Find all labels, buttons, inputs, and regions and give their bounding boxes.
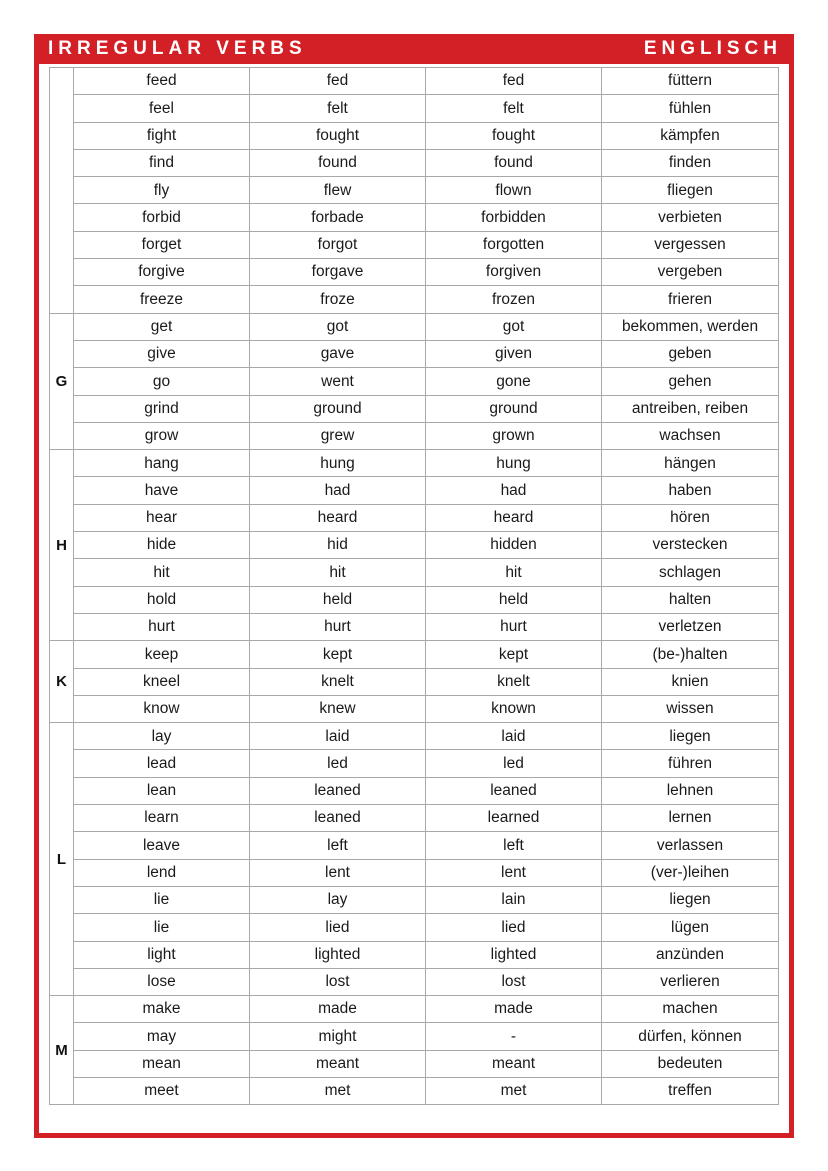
language-label: ENGLISCH [643, 38, 782, 59]
table-row [50, 859, 779, 886]
simple-past-cell: lay [250, 886, 426, 913]
simple-past-cell: forgot [250, 231, 426, 258]
past-participle-cell: felt [426, 95, 602, 122]
translation-cell: frieren [602, 286, 779, 313]
infinitive-cell: mean [74, 1050, 250, 1077]
verb-table [49, 67, 779, 1105]
table-row [50, 259, 779, 286]
table-row [50, 450, 779, 477]
infinitive-cell: hurt [74, 613, 250, 640]
table-row [50, 68, 779, 95]
simple-past-cell: fought [250, 122, 426, 149]
table-row [50, 914, 779, 941]
past-participle-cell: kept [426, 641, 602, 668]
infinitive-cell: learn [74, 805, 250, 832]
translation-cell: wachsen [602, 422, 779, 449]
infinitive-cell: grow [74, 422, 250, 449]
translation-cell: bedeuten [602, 1050, 779, 1077]
translation-cell: füttern [602, 68, 779, 95]
translation-cell: knien [602, 668, 779, 695]
simple-past-cell: hurt [250, 613, 426, 640]
simple-past-cell: met [250, 1077, 426, 1104]
infinitive-cell: kneel [74, 668, 250, 695]
past-participle-cell: lost [426, 968, 602, 995]
past-participle-cell: hurt [426, 613, 602, 640]
table-row [50, 477, 779, 504]
simple-past-cell: knew [250, 695, 426, 722]
translation-cell: vergeben [602, 259, 779, 286]
group-letter: K [50, 641, 74, 723]
table-row [50, 559, 779, 586]
simple-past-cell: made [250, 996, 426, 1023]
past-participle-cell: fed [426, 68, 602, 95]
simple-past-cell: might [250, 1023, 426, 1050]
group-letter: M [50, 996, 74, 1105]
group-letter: G [50, 313, 74, 449]
table-row [50, 832, 779, 859]
simple-past-cell: hit [250, 559, 426, 586]
translation-cell: hängen [602, 450, 779, 477]
table-row [50, 723, 779, 750]
table-row [50, 532, 779, 559]
translation-cell: fühlen [602, 95, 779, 122]
simple-past-cell: hung [250, 450, 426, 477]
past-participle-cell: grown [426, 422, 602, 449]
past-participle-cell: leaned [426, 777, 602, 804]
page-title: IRREGULAR VERBS [48, 38, 307, 59]
past-participle-cell: hung [426, 450, 602, 477]
infinitive-cell: hear [74, 504, 250, 531]
translation-cell: liegen [602, 723, 779, 750]
table-row [50, 177, 779, 204]
group-letter: L [50, 723, 74, 996]
past-participle-cell: gone [426, 368, 602, 395]
table-row [50, 422, 779, 449]
simple-past-cell: meant [250, 1050, 426, 1077]
translation-cell: verletzen [602, 613, 779, 640]
table-row [50, 613, 779, 640]
translation-cell: verlieren [602, 968, 779, 995]
past-participle-cell: ground [426, 395, 602, 422]
past-participle-cell: laid [426, 723, 602, 750]
past-participle-cell: led [426, 750, 602, 777]
simple-past-cell: lent [250, 859, 426, 886]
table-row [50, 695, 779, 722]
past-participle-cell: frozen [426, 286, 602, 313]
table-row [50, 941, 779, 968]
past-participle-cell: met [426, 1077, 602, 1104]
table-row [50, 504, 779, 531]
translation-cell: (ver-)leihen [602, 859, 779, 886]
infinitive-cell: grind [74, 395, 250, 422]
table-row [50, 996, 779, 1023]
infinitive-cell: lose [74, 968, 250, 995]
translation-cell: bekommen, werden [602, 313, 779, 340]
table-row [50, 1023, 779, 1050]
infinitive-cell: fly [74, 177, 250, 204]
infinitive-cell: hang [74, 450, 250, 477]
table-row [50, 340, 779, 367]
past-participle-cell: had [426, 477, 602, 504]
past-participle-cell: found [426, 149, 602, 176]
infinitive-cell: know [74, 695, 250, 722]
translation-cell: lehnen [602, 777, 779, 804]
past-participle-cell: lied [426, 914, 602, 941]
infinitive-cell: make [74, 996, 250, 1023]
infinitive-cell: hide [74, 532, 250, 559]
simple-past-cell: fed [250, 68, 426, 95]
past-participle-cell: hidden [426, 532, 602, 559]
table-row [50, 368, 779, 395]
simple-past-cell: laid [250, 723, 426, 750]
table-row [50, 968, 779, 995]
infinitive-cell: have [74, 477, 250, 504]
past-participle-cell: lighted [426, 941, 602, 968]
infinitive-cell: meet [74, 1077, 250, 1104]
table-row [50, 149, 779, 176]
infinitive-cell: hold [74, 586, 250, 613]
past-participle-cell: known [426, 695, 602, 722]
infinitive-cell: lend [74, 859, 250, 886]
simple-past-cell: ground [250, 395, 426, 422]
translation-cell: führen [602, 750, 779, 777]
table-row [50, 886, 779, 913]
infinitive-cell: light [74, 941, 250, 968]
table-row [50, 286, 779, 313]
translation-cell: vergessen [602, 231, 779, 258]
simple-past-cell: kept [250, 641, 426, 668]
infinitive-cell: feed [74, 68, 250, 95]
past-participle-cell: hit [426, 559, 602, 586]
simple-past-cell: froze [250, 286, 426, 313]
simple-past-cell: lost [250, 968, 426, 995]
infinitive-cell: may [74, 1023, 250, 1050]
translation-cell: verlassen [602, 832, 779, 859]
simple-past-cell: leaned [250, 805, 426, 832]
simple-past-cell: leaned [250, 777, 426, 804]
past-participle-cell: held [426, 586, 602, 613]
translation-cell: haben [602, 477, 779, 504]
past-participle-cell: fought [426, 122, 602, 149]
translation-cell: treffen [602, 1077, 779, 1104]
infinitive-cell: fight [74, 122, 250, 149]
past-participle-cell: got [426, 313, 602, 340]
translation-cell: dürfen, können [602, 1023, 779, 1050]
past-participle-cell: forgotten [426, 231, 602, 258]
infinitive-cell: go [74, 368, 250, 395]
infinitive-cell: forget [74, 231, 250, 258]
infinitive-cell: find [74, 149, 250, 176]
infinitive-cell: hit [74, 559, 250, 586]
infinitive-cell: forgive [74, 259, 250, 286]
simple-past-cell: led [250, 750, 426, 777]
infinitive-cell: feel [74, 95, 250, 122]
simple-past-cell: lied [250, 914, 426, 941]
translation-cell: lügen [602, 914, 779, 941]
table-row [50, 395, 779, 422]
table-row [50, 231, 779, 258]
simple-past-cell: lighted [250, 941, 426, 968]
past-participle-cell: lain [426, 886, 602, 913]
group-letter: H [50, 450, 74, 641]
verb-table-body [50, 68, 779, 1105]
translation-cell: fliegen [602, 177, 779, 204]
table-row [50, 95, 779, 122]
past-participle-cell: lent [426, 859, 602, 886]
past-participle-cell: heard [426, 504, 602, 531]
header-bar [34, 34, 794, 64]
translation-cell: antreiben, reiben [602, 395, 779, 422]
simple-past-cell: heard [250, 504, 426, 531]
simple-past-cell: went [250, 368, 426, 395]
past-participle-cell: meant [426, 1050, 602, 1077]
translation-cell: finden [602, 149, 779, 176]
past-participle-cell: made [426, 996, 602, 1023]
translation-cell: gehen [602, 368, 779, 395]
translation-cell: (be-)halten [602, 641, 779, 668]
infinitive-cell: get [74, 313, 250, 340]
simple-past-cell: hid [250, 532, 426, 559]
infinitive-cell: forbid [74, 204, 250, 231]
group-letter [50, 68, 74, 314]
simple-past-cell: left [250, 832, 426, 859]
infinitive-cell: freeze [74, 286, 250, 313]
table-row [50, 122, 779, 149]
table-row [50, 204, 779, 231]
infinitive-cell: give [74, 340, 250, 367]
infinitive-cell: lay [74, 723, 250, 750]
past-participle-cell: forgiven [426, 259, 602, 286]
translation-cell: kämpfen [602, 122, 779, 149]
simple-past-cell: found [250, 149, 426, 176]
translation-cell: liegen [602, 886, 779, 913]
simple-past-cell: forgave [250, 259, 426, 286]
translation-cell: verstecken [602, 532, 779, 559]
translation-cell: schlagen [602, 559, 779, 586]
translation-cell: hören [602, 504, 779, 531]
translation-cell: geben [602, 340, 779, 367]
table-row [50, 668, 779, 695]
infinitive-cell: leave [74, 832, 250, 859]
past-participle-cell: flown [426, 177, 602, 204]
past-participle-cell: learned [426, 805, 602, 832]
translation-cell: anzünden [602, 941, 779, 968]
simple-past-cell: gave [250, 340, 426, 367]
infinitive-cell: lean [74, 777, 250, 804]
past-participle-cell: forbidden [426, 204, 602, 231]
table-row [50, 586, 779, 613]
table-row [50, 1077, 779, 1104]
translation-cell: machen [602, 996, 779, 1023]
table-row [50, 805, 779, 832]
past-participle-cell: given [426, 340, 602, 367]
simple-past-cell: knelt [250, 668, 426, 695]
simple-past-cell: felt [250, 95, 426, 122]
table-row [50, 641, 779, 668]
translation-cell: wissen [602, 695, 779, 722]
simple-past-cell: had [250, 477, 426, 504]
simple-past-cell: flew [250, 177, 426, 204]
infinitive-cell: lie [74, 886, 250, 913]
infinitive-cell: lead [74, 750, 250, 777]
table-row [50, 1050, 779, 1077]
table-row [50, 777, 779, 804]
past-participle-cell: - [426, 1023, 602, 1050]
past-participle-cell: knelt [426, 668, 602, 695]
past-participle-cell: left [426, 832, 602, 859]
translation-cell: lernen [602, 805, 779, 832]
infinitive-cell: keep [74, 641, 250, 668]
table-row [50, 313, 779, 340]
translation-cell: verbieten [602, 204, 779, 231]
infinitive-cell: lie [74, 914, 250, 941]
simple-past-cell: got [250, 313, 426, 340]
simple-past-cell: held [250, 586, 426, 613]
simple-past-cell: forbade [250, 204, 426, 231]
translation-cell: halten [602, 586, 779, 613]
simple-past-cell: grew [250, 422, 426, 449]
table-row [50, 750, 779, 777]
